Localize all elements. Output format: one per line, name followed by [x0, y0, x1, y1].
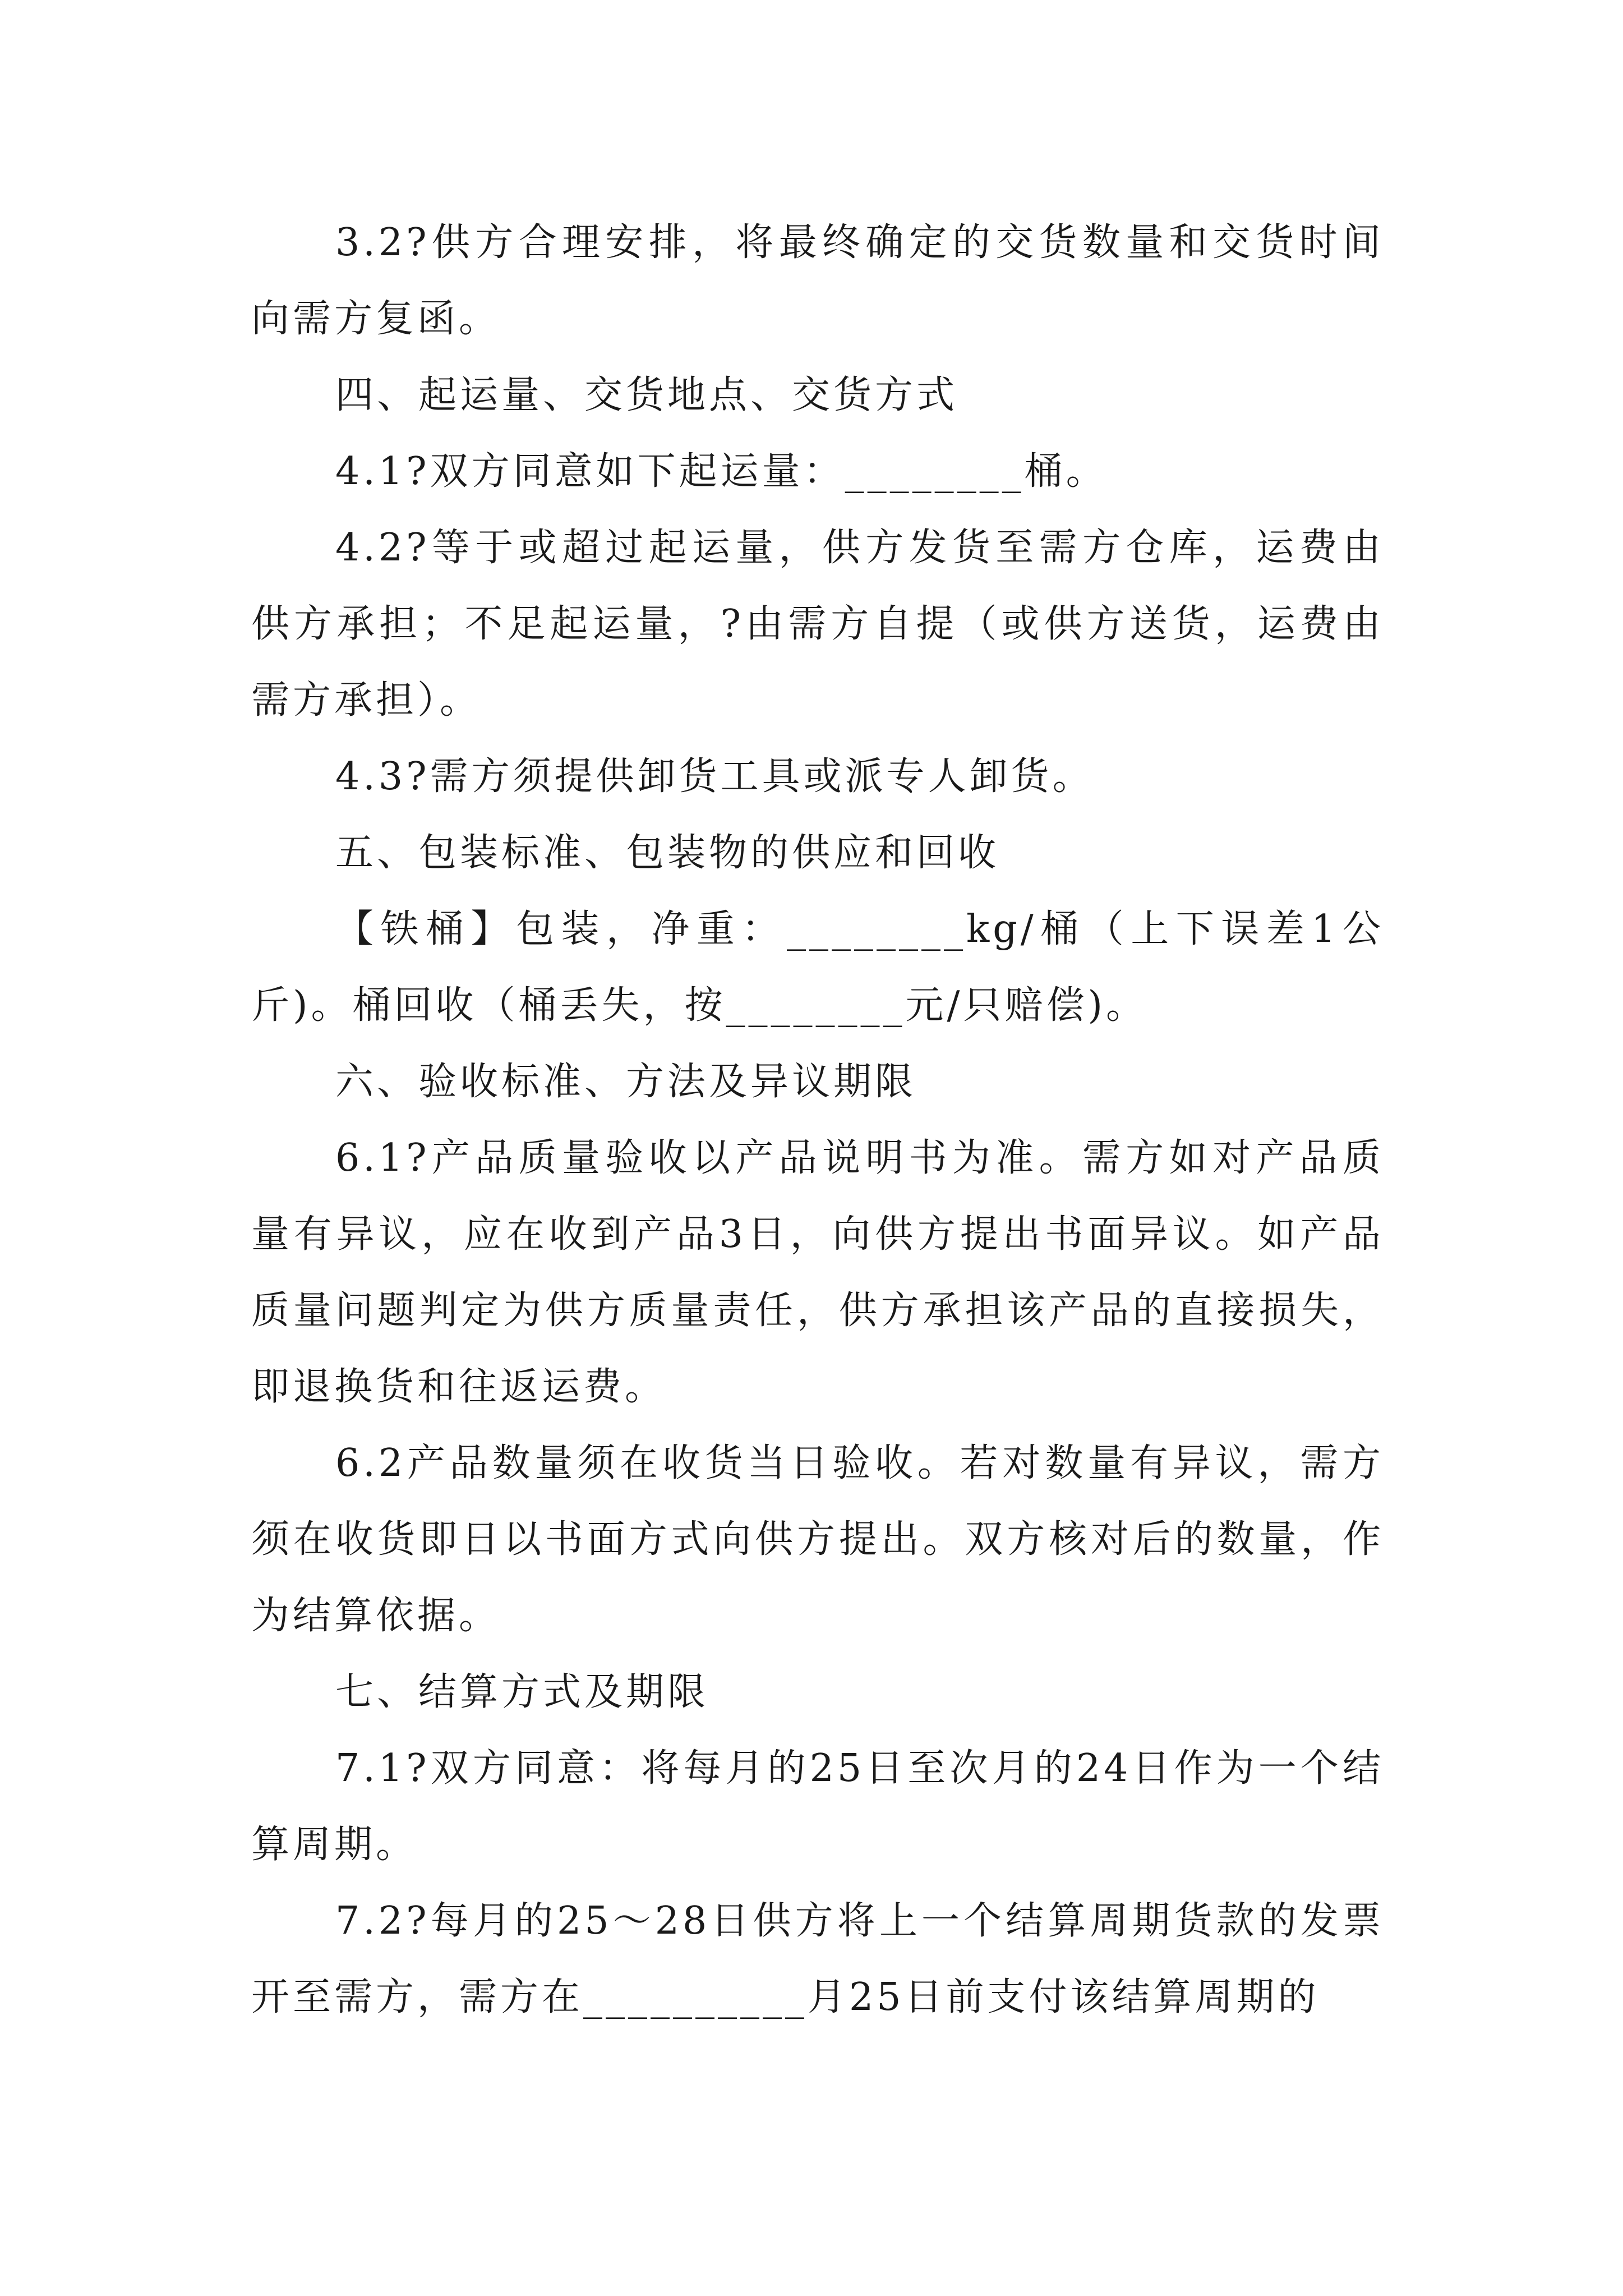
- clause-6-2: 6.2产品数量须在收货当日验收。若对数量有异议，需方须在收货即日以书面方式向供方提出。双方核对后的数量，作为结算依据。: [251, 1441, 1384, 1638]
- clause-3-2: 3.2?供方合理安排，将最终确定的交货数量和交货时间向需方复函。: [251, 220, 1384, 341]
- section-heading-5: 五、包装标准、包装物的供应和回收: [335, 831, 1000, 875]
- clause-7-2: 7.2?每月的25～28日供方将上一个结算周期货款的发票开至需方，需方在__________月25日前支付该结算周期的: [251, 1899, 1384, 2019]
- document-body: [251, 205, 1384, 2036]
- packaging-clause: 【铁桶】包装，净重：________kg/桶（上下误差1公斤)。桶回收（桶丢失，按________元/只赔偿)。: [251, 907, 1384, 1028]
- clause-6-1: 6.1?产品质量验收以产品说明书为准。需方如对产品质量有异议，应在收到产品3日，向供方提出书面异议。如产品质量问题判定为供方质量责任，供方承担该产品的直接损失，即退换货和往返运费。: [251, 1136, 1384, 1409]
- clause-7-1: 7.1?双方同意：将每月的25日至次月的24日作为一个结算周期。: [251, 1746, 1384, 1867]
- section-heading-6: 六、验收标准、方法及异议期限: [335, 1060, 917, 1104]
- clause-4-2: 4.2?等于或超过起运量，供方发货至需方仓库，运费由供方承担；不足起运量，?由需方自提（或供方送货，运费由需方承担）。: [251, 526, 1384, 723]
- clause-4-3: 4.3?需方须提供卸货工具或派专人卸货。: [335, 754, 1094, 799]
- clause-4-1: 4.1?双方同意如下起运量：________桶。: [335, 449, 1108, 494]
- section-heading-7: 七、结算方式及期限: [335, 1670, 709, 1714]
- section-heading-4: 四、起运量、交货地点、交货方式: [335, 373, 958, 417]
